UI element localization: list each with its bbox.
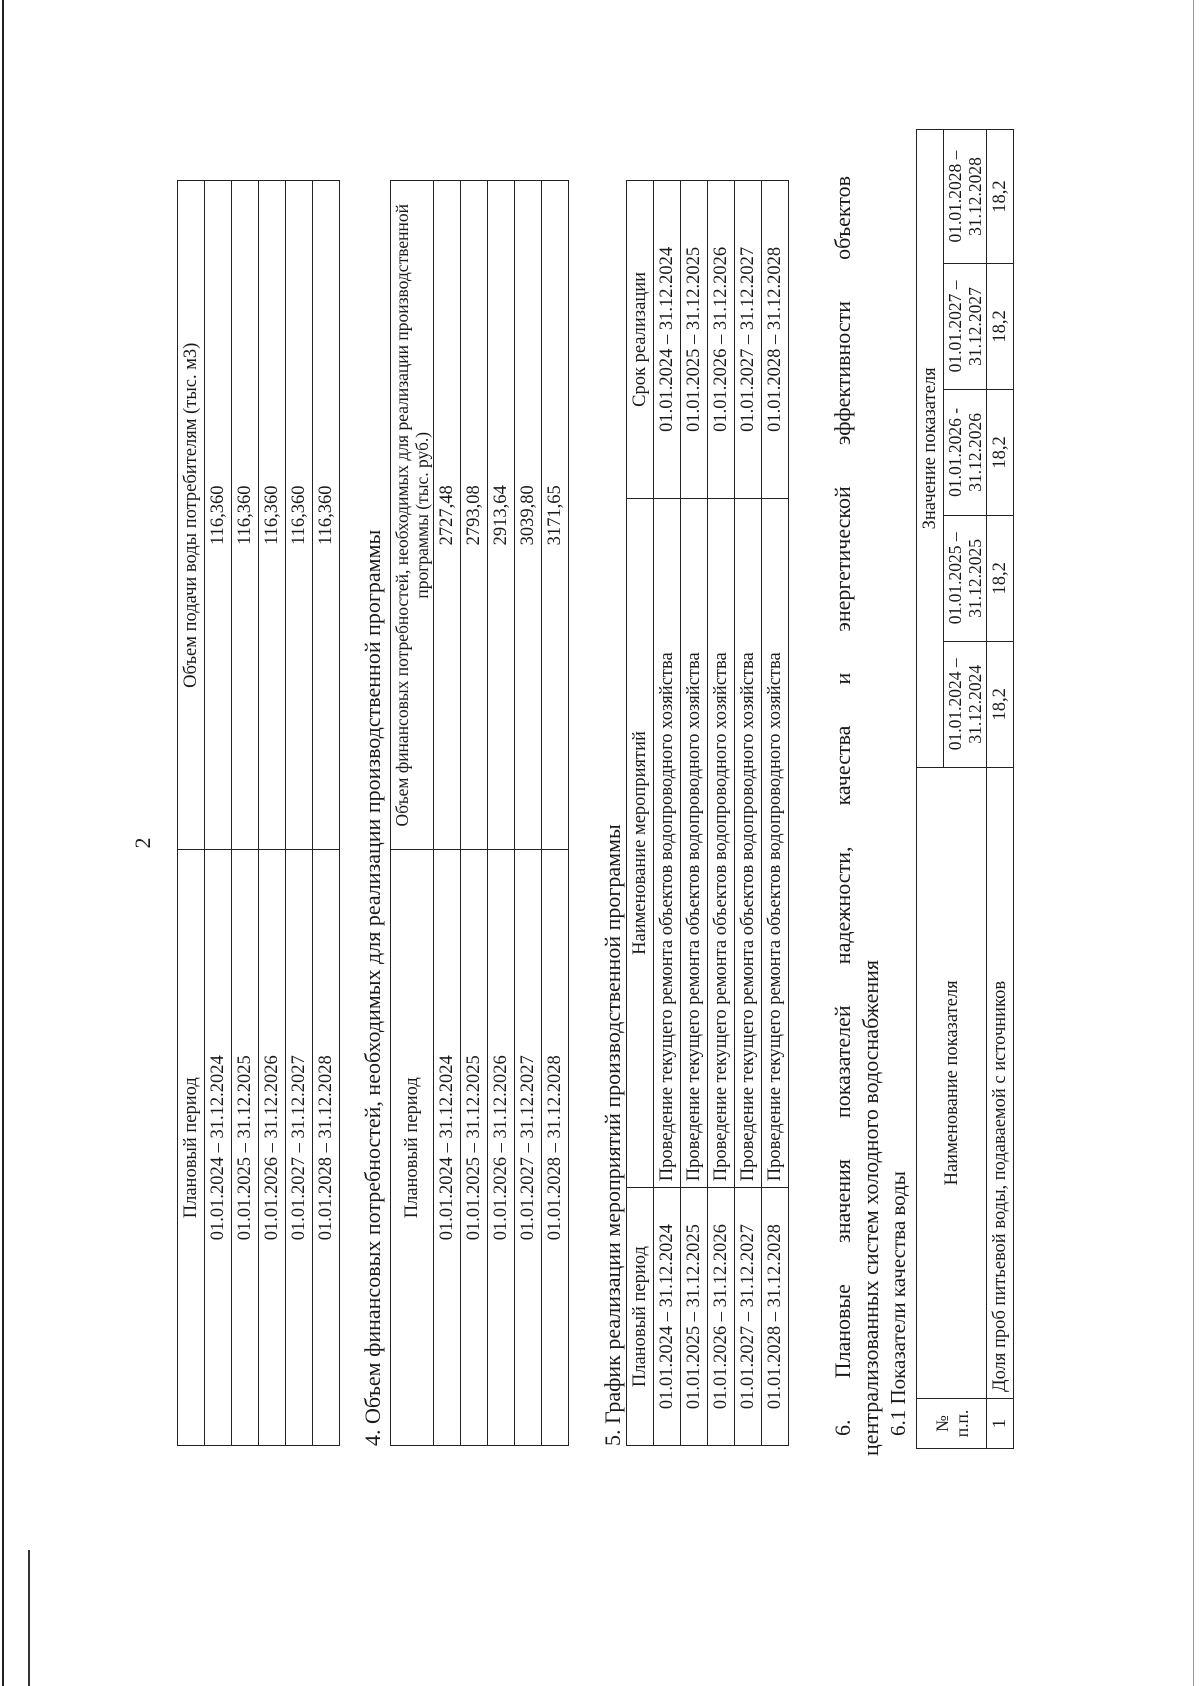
table-row: 01.01.2026 – 31.12.2026 116,360 — [259, 181, 286, 1446]
section6-title-line1: 6. Плановые значения показателей надежности, качества и энергетической эффективности объектов — [830, 176, 855, 1436]
table-row: 01.01.2027 – 31.12.2027 3039,80 — [515, 181, 542, 1446]
section5-title: 5. График реализации мероприятий производственной программы — [600, 824, 625, 1446]
schedule-header-term: Срок реализации — [627, 181, 654, 499]
section6-title-line2: централизованных систем холодного водоснабжения — [858, 959, 883, 1456]
financial-needs-table — [390, 180, 569, 1446]
quality-header-value-group: Значение показателя — [917, 130, 944, 768]
quality-header-num: № п.п. — [917, 1399, 987, 1449]
table-row: 01.01.2024 – 31.12.2024 2727,48 — [434, 181, 461, 1446]
table-row: 01.01.2028 – 31.12.2028 Проведение текущего ремонта объектов водопроводного хозяйства 01.01.2028 – 31.12.2028 — [762, 181, 789, 1446]
table-row: 01.01.2025 – 31.12.2025 Проведение текущего ремонта объектов водопроводного хозяйства 01.01.2025 – 31.12.2025 — [681, 181, 708, 1446]
table-row: 01.01.2028 – 31.12.2028 116,360 — [313, 181, 340, 1446]
schedule-header-period: Плановый период — [627, 1188, 654, 1446]
page-number: 2 — [130, 837, 155, 849]
water-volume-table — [177, 180, 340, 1446]
quality-header-name: Наименование показателя — [917, 767, 987, 1398]
table-row: 01.01.2025 – 31.12.2025 116,360 — [232, 181, 259, 1446]
quality-header-period: 01.01.2026 - 31.12.2026 — [944, 389, 987, 515]
quality-header-period: 01.01.2025 – 31.12.2025 — [944, 515, 987, 641]
water-quality-table — [916, 129, 1014, 1449]
water-table-header-period: Плановый период — [178, 850, 205, 1446]
table-row: 01.01.2026 – 31.12.2026 2913,64 — [488, 181, 515, 1446]
section4-title: 4. Объем финансовых потребностей, необходимых для реализации производственной программы — [360, 529, 385, 1446]
quality-header-period: 01.01.2024 – 31.12.2024 — [944, 641, 987, 767]
schedule-table — [626, 180, 789, 1446]
finance-table-header-volume: Объем финансовых потребностей, необходимых для реализации производственной программы (тыс. руб.) — [391, 181, 434, 851]
table-row: 01.01.2027 – 31.12.2027 Проведение текущего ремонта объектов водопроводного хозяйства 01.01.2027 – 31.12.2027 — [735, 181, 762, 1446]
table-row: 01.01.2028 – 31.12.2028 3171,65 — [542, 181, 569, 1446]
table-row: 01.01.2024 – 31.12.2024 116,360 — [205, 181, 232, 1446]
table-row: 01.01.2025 – 31.12.2025 2793,08 — [461, 181, 488, 1446]
table-row: 01.01.2024 – 31.12.2024 Проведение текущего ремонта объектов водопроводного хозяйства 01.01.2024 – 31.12.2024 — [654, 181, 681, 1446]
section6-subtitle: 6.1 Показатели качества воды — [886, 1171, 910, 1436]
table-row: 1 Доля проб питьевой воды, подаваемой с источников 18,2 18,2 18,2 18,2 18,2 — [987, 130, 1014, 1449]
schedule-header-measures: Наименование мероприятий — [627, 498, 654, 1187]
table-row: 01.01.2027 – 31.12.2027 116,360 — [286, 181, 313, 1446]
table-row: 01.01.2026 – 31.12.2026 Проведение текущего ремонта объектов водопроводного хозяйства 01.01.2026 – 31.12.2026 — [708, 181, 735, 1446]
quality-header-period: 01.01.2028 – 31.12.2028 — [944, 130, 987, 264]
water-table-header-volume: Объем подачи воды потребителям (тыс. м3) — [178, 181, 205, 850]
finance-table-header-period: Плановый период — [391, 850, 434, 1446]
quality-header-period: 01.01.2027 – 31.12.2027 — [944, 264, 987, 390]
